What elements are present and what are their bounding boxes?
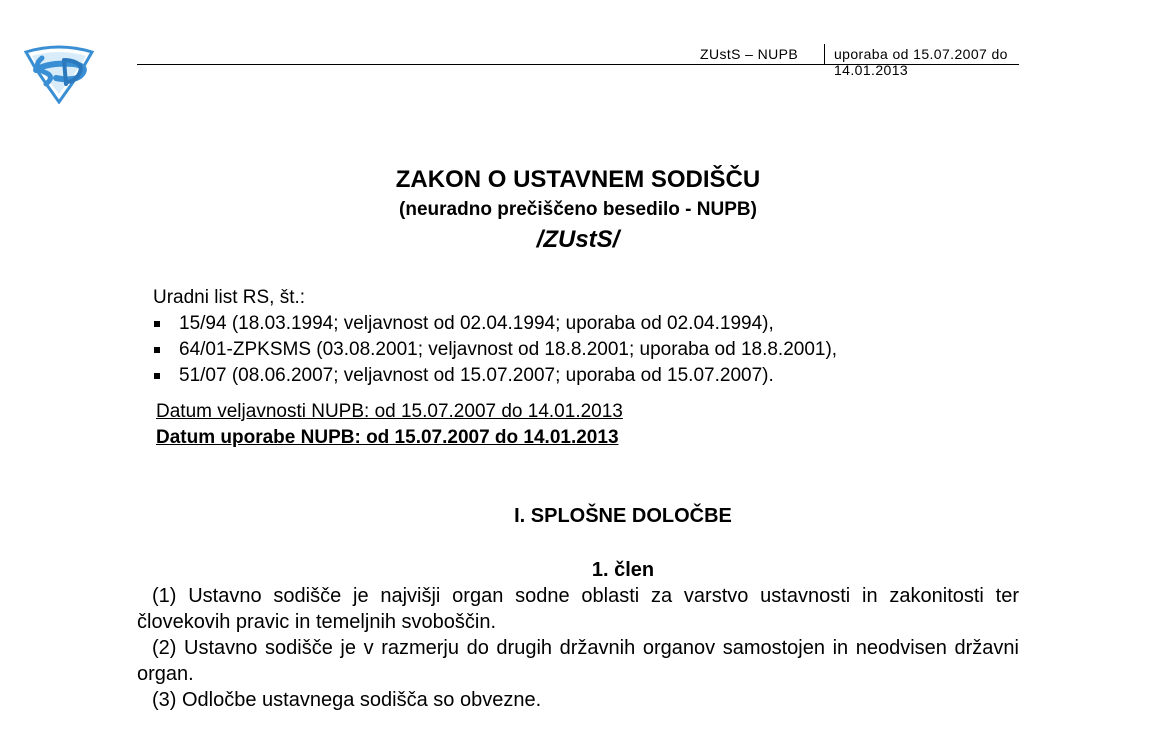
gazette-item: [153, 311, 837, 337]
gazette-item-text: 15/94 (18.03.1994; veljavnost od 02.04.1994; uporaba od 02.04.1994),: [179, 313, 774, 334]
header-separator: [824, 44, 825, 64]
article-body: [137, 583, 1019, 713]
chapter-heading: I. SPLOŠNE DOLOČBE: [514, 505, 732, 527]
usage-date: Datum uporabe NUPB: od 15.07.2007 do 14.01.2013: [156, 427, 619, 448]
document-title: ZAKON O USTAVNEM SODIŠČU: [395, 166, 761, 193]
header-usage-range: uporaba od 15.07.2007 do 14.01.2013: [834, 46, 1008, 78]
bullet-square-icon: [154, 321, 160, 327]
court-logo-icon: [22, 44, 96, 104]
gazette-label: Uradni list RS, št.:: [153, 287, 306, 308]
article-paragraph: (3) Odločbe ustavnega sodišča so obvezne.: [152, 689, 542, 711]
gazette-item-text: 51/07 (08.06.2007; veljavnost od 15.07.2007; uporaba od 15.07.2007).: [179, 365, 774, 386]
gazette-item: [153, 337, 837, 363]
bullet-square-icon: [154, 373, 160, 379]
document-subtitle: (neuradno prečiščeno besedilo - NUPB): [399, 199, 757, 220]
nupb-dates: [156, 399, 623, 451]
document-abbreviation: /ZUstS/: [536, 226, 620, 253]
official-gazette-block: [153, 285, 837, 389]
gazette-list: [153, 311, 837, 389]
gazette-item-text: 64/01-ZPKSMS (03.08.2001; veljavnost od 18.8.2001; uporaba od 18.8.2001),: [179, 339, 838, 360]
header-short-name: ZUstS – NUPB: [700, 46, 799, 62]
bullet-square-icon: [154, 347, 160, 353]
article-heading: 1. člen: [591, 559, 655, 581]
article-paragraph: (2) Ustavno sodišče je v razmerju do drugih državnih organov samostojen in neodvisen državni organ.: [137, 637, 1019, 685]
page-header: [137, 44, 1019, 78]
article-paragraph: (1) Ustavno sodišče je najvišji organ sodne oblasti za varstvo ustavnosti in zakonitosti ter človekovih pravic in temeljnih svoboščin.: [137, 585, 1019, 633]
gazette-item: [153, 363, 837, 389]
validity-date: Datum veljavnosti NUPB: od 15.07.2007 do 14.01.2013: [156, 401, 623, 422]
